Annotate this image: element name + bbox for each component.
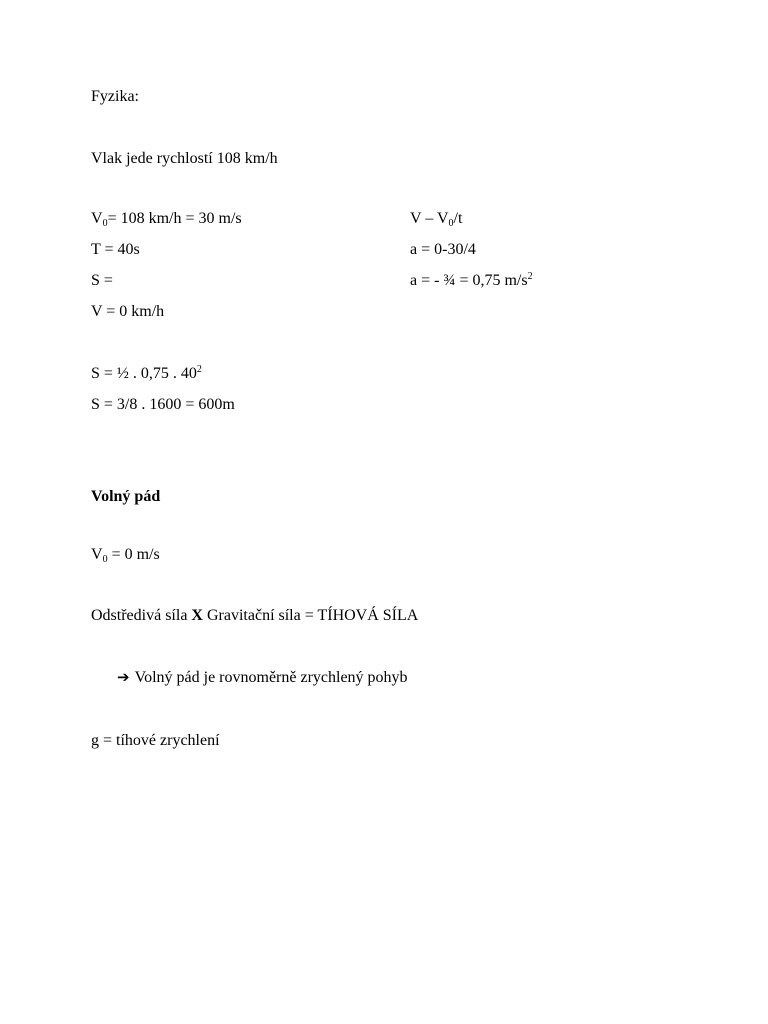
accel-step2-text: a = - ¾ = 0,75 m/s [410, 272, 528, 289]
forces-a: Odstředivá síla [91, 607, 192, 624]
accel-step1: a = 0-30/4 [410, 241, 476, 258]
distance-line1-sup: 2 [196, 364, 202, 375]
distance-line1 [91, 364, 202, 384]
accel-formula [410, 209, 462, 229]
problem-statement: Vlak jede rychlostí 108 km/h [91, 150, 278, 167]
accel-formula-a: V – V [410, 210, 449, 227]
freefall-v0 [91, 545, 160, 565]
distance-line2: S = 3/8 . 1600 = 600m [91, 396, 235, 413]
conclusion-line [117, 667, 408, 688]
conclusion-text: Volný pád je rovnoměrně zrychlený pohyb [134, 669, 408, 686]
given-v0-rest: = 108 km/h = 30 m/s [107, 210, 242, 227]
forces-line [91, 606, 418, 626]
accel-formula-b: /t [453, 210, 463, 227]
given-v0-prefix: V [91, 210, 103, 227]
given-s: S = [91, 272, 113, 289]
accel-step2 [410, 271, 533, 291]
freefall-heading: Volný pád [91, 488, 161, 505]
accel-formula-sub: 0 [448, 218, 454, 229]
given-v0 [91, 209, 242, 229]
freefall-v0-rest: = 0 m/s [107, 546, 160, 563]
arrow-right-icon: ➔ [117, 668, 130, 686]
forces-b: Gravitační síla = TÍHOVÁ SÍLA [202, 607, 419, 624]
freefall-v0-prefix: V [91, 546, 103, 563]
accel-step2-sup: 2 [527, 271, 533, 282]
given-v: V = 0 km/h [91, 303, 165, 320]
g-definition: g = tíhové zrychlení [91, 732, 220, 749]
given-v0-sub: 0 [102, 218, 108, 229]
freefall-v0-sub: 0 [102, 554, 108, 565]
doc-title: Fyzika: [91, 88, 139, 105]
given-t: T = 40s [91, 241, 140, 258]
forces-x: X [191, 607, 203, 624]
distance-line1-text: S = ½ . 0,75 . 40 [91, 365, 197, 382]
